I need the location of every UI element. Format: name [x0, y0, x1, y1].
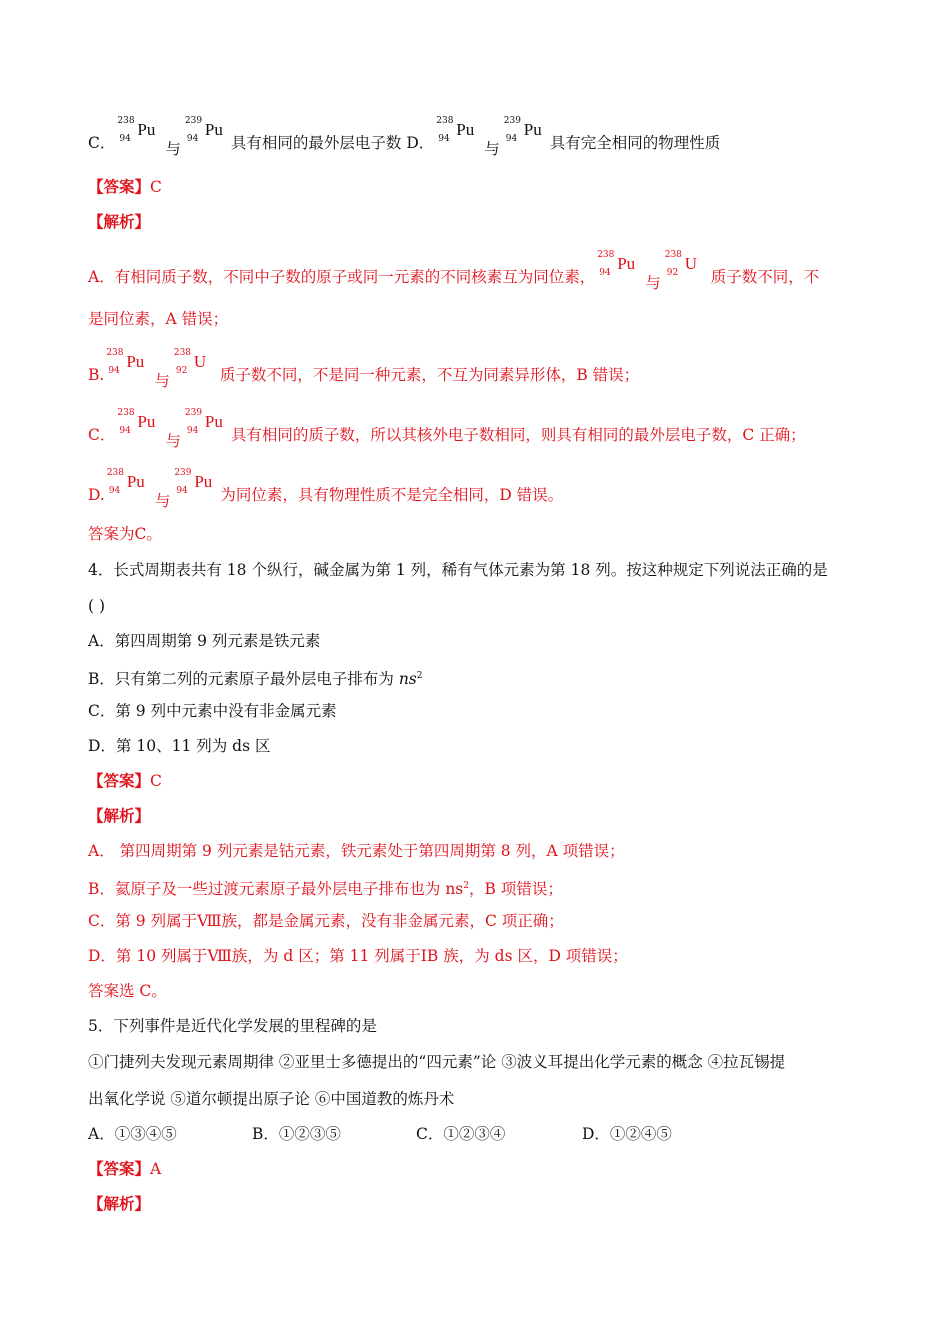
- q5-items-line1: ①门捷列夫发现元素周期律 ②亚里士多德提出的“四元素”论 ③波义耳提出化学元素的概念 ④拉瓦锡提: [88, 1053, 786, 1071]
- q3-final: 答案为C。: [88, 525, 162, 543]
- q4-option-d: D．第 10、11 列为 ds 区: [88, 737, 271, 755]
- nuclide-pu239: 239 94 Pu: [184, 116, 223, 144]
- nuclide-pu238: 238 94 Pu: [106, 468, 145, 496]
- q4-answer: 【答案】C: [88, 771, 162, 790]
- q4-option-c: C．第 9 列中元素中没有非金属元素: [88, 702, 337, 720]
- q4-analysis-tag: 【解析】: [88, 806, 151, 825]
- q3-option-c-d: C． 238 94 Pu 与 239 94 Pu 具有相同的最外层电子数 D． 238 94 Pu 与 239 94 Pu 具有完全相同的物理性质: [88, 116, 721, 158]
- q4-final: 答案选 C。: [88, 982, 167, 1000]
- q5-option-d: D．①②④⑤: [582, 1125, 672, 1143]
- q3-analysis-c: C． 238 94 Pu 与 239 94 Pu 具有相同的质子数，所以其核外电子数相同，则具有相同的最外层电子数，C 正确；: [88, 408, 806, 450]
- nuclide-pu239: 239 94 Pu: [184, 408, 223, 436]
- q5-items-line2: 出氧化学说 ⑤道尔顿提出原子论 ⑥中国道教的炼丹术: [88, 1090, 455, 1108]
- q5-analysis-tag: 【解析】: [88, 1194, 151, 1213]
- q4-analysis-c: C．第 9 列属于Ⅷ族，都是金属元素，没有非金属元素，C 项正确；: [88, 912, 564, 930]
- nuclide-pu239: 239 94 Pu: [174, 468, 213, 496]
- nuclide-u238: 238 92 U: [173, 348, 207, 376]
- nuclide-pu239: 239 94 Pu: [503, 116, 542, 144]
- nuclide-u238: 238 92 U: [664, 250, 697, 278]
- q4-stem: 4．长式周期表共有 18 个纵行，碱金属为第 1 列，稀有气体元素为第 18 列。按这种规定下列说法正确的是: [88, 561, 828, 579]
- q3-answer: 【答案】C: [88, 177, 162, 196]
- q4-analysis-d: D．第 10 列属于Ⅷ族，为 d 区；第 11 列属于ⅠB 族，为 ds 区，D 项错误；: [88, 947, 628, 965]
- nuclide-pu238: 238 94 Pu: [117, 116, 156, 144]
- nuclide-pu238: 238 94 Pu: [117, 408, 156, 436]
- q3-analysis-b: B. 238 94 Pu 与 238 92 U 质子数不同，不是同一种元素，不互为同素异形体，B 错误；: [88, 348, 640, 390]
- q5-option-a: A．①③④⑤: [88, 1125, 177, 1143]
- nuclide-pu238: 238 94 Pu: [436, 116, 475, 144]
- q4-analysis-a: A． 第四周期第 9 列元素是钴元素，铁元素处于第四周期第 8 列，A 项错误；: [88, 842, 625, 860]
- nuclide-pu238: 238 94 Pu: [597, 250, 636, 278]
- q3-analysis-tag: 【解析】: [88, 212, 151, 231]
- q4-stem-bracket: ( ): [88, 597, 106, 615]
- q5-stem: 5．下列事件是近代化学发展的里程碑的是: [88, 1017, 377, 1035]
- q4-analysis-b: B．氦原子及一些过渡元素原子最外层电子排布也为 $ns^2$，B 项错误；: [88, 880, 563, 899]
- q5-option-c: C．①②③④: [416, 1125, 506, 1143]
- q5-option-b: B．①②③⑤: [252, 1125, 341, 1143]
- q4-option-b: B．只有第二列的元素原子最外层电子排布为 $ns^2$: [88, 670, 423, 689]
- q5-answer: 【答案】A: [88, 1159, 162, 1178]
- q3-analysis-a-cont: 是同位素，A 错误；: [88, 310, 229, 328]
- q3-analysis-d: D. 238 94 Pu 与 239 94 Pu 为同位素，具有物理性质不是完全相同，D 错误。: [88, 468, 564, 510]
- nuclide-pu238: 238 94 Pu: [106, 348, 145, 376]
- q4-option-a: A．第四周期第 9 列元素是铁元素: [88, 632, 321, 650]
- q3-analysis-a: A．有相同质子数，不同中子数的原子或同一元素的不同核素互为同位素， 238 94 Pu 与 238 92 U 质子数不同，不: [88, 250, 820, 292]
